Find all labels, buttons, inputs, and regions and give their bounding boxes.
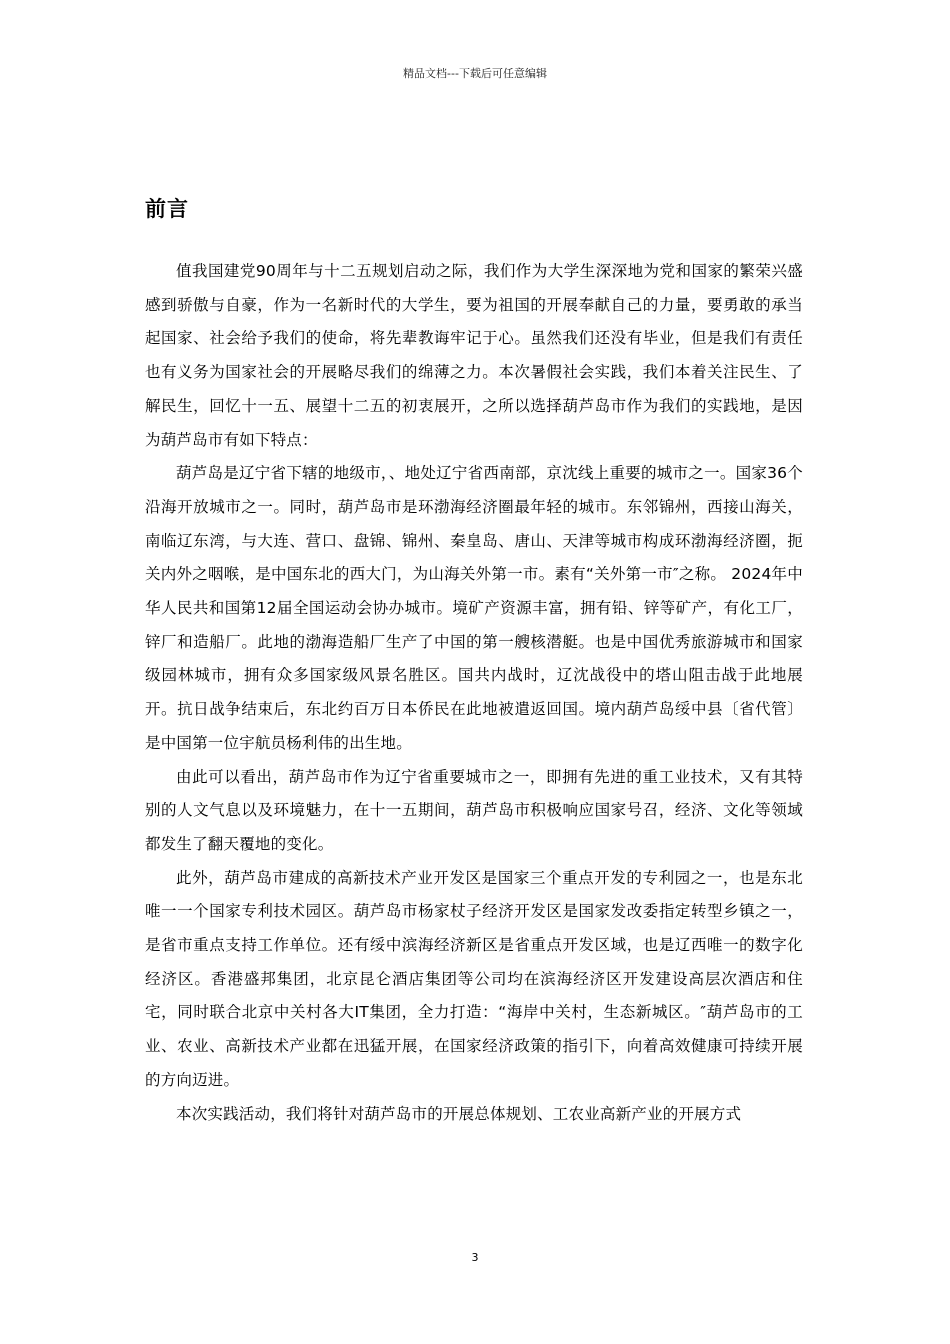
- page-header: 精品文档---下载后可任意编辑: [403, 67, 547, 80]
- paragraph: 由此可以看出，葫芦岛市作为辽宁省重要城市之一，即拥有先进的重工业技术，又有其特别的人文气息以及环境魅力，在十一五期间，葫芦岛市积极响应国家号召，经济、文化等领域都发生了翻天覆地的变化。: [145, 767, 803, 853]
- body-text: [145, 255, 803, 1131]
- section-title: 前言: [145, 197, 189, 221]
- paragraph: 本次实践活动，我们将针对葫芦岛市的开展总体规划、工农业高新产业的开展方式: [176, 1104, 742, 1123]
- paragraph: 此外，葫芦岛市建成的高新技术产业开发区是国家三个重点开发的专利园之一，也是东北唯一一个国家专利技术园区。葫芦岛市杨家杖子经济开发区是国家发改委指定转型乡镇之一，是省市重点支持工作单位。还有绥中滨海经济新区是省重点开发区域，也是辽西唯一的数字化经济区。香港盛邦集团，北京昆仑酒店集团等公司均在滨海经济区开发建设高层次酒店和住宅，同时联合北京中关村各大IT集团，全力打造：“海岸中关村，生态新城区。″葫芦岛市的工业、农业、高新技术产业都在迅猛开展，在国家经济政策的指引下，向着高效健康可持续开展的方向迈进。: [145, 868, 803, 1089]
- paragraph: 葫芦岛是辽宁省下辖的地级市，、地处辽宁省西南部，京沈线上重要的城市之一。国家36个沿海开放城市之一。同时，葫芦岛市是环渤海经济圈最年轻的城市。东邻锦州，西接山海关，南临辽东湾，与大连、营口、盘锦、锦州、秦皇岛、唐山、天津等城市构成环渤海经济圈，扼关内外之咽喉，是中国东北的西大门，为山海关外第一市。素有“关外第一市″之称。 2024年中华人民共和国第12届全国运动会协办城市。境矿产资源丰富，拥有铅、锌等矿产，有化工厂，锌厂和造船厂。此地的渤海造船厂生产了中国的第一艘核潜艇。也是中国优秀旅游城市和国家级园林城市，拥有众多国家级风景名胜区。国共内战时，辽沈战役中的塔山阻击战于此地展开。抗日战争结束后，东北约百万日本侨民在此地被遣返回国。境内葫芦岛绥中县〔省代管〕是中国第一位宇航员杨利伟的出生地。: [145, 464, 803, 752]
- page-number: 3: [471, 1251, 479, 1264]
- paragraph: 值我国建党90周年与十二五规划启动之际，我们作为大学生深深地为党和国家的繁荣兴盛感到骄傲与自豪，作为一名新时代的大学生，要为祖国的开展奉献自己的力量，要勇敢的承当起国家、社会给予我们的使命，将先辈教诲牢记于心。虽然我们还没有毕业，但是我们有责任也有义务为国家社会的开展略尽我们的绵薄之力。本次暑假社会实践，我们本着关注民生、了解民生，回忆十一五、展望十二五的初衷展开，之所以选择葫芦岛市作为我们的实践地，是因为葫芦岛市有如下特点：: [145, 262, 803, 449]
